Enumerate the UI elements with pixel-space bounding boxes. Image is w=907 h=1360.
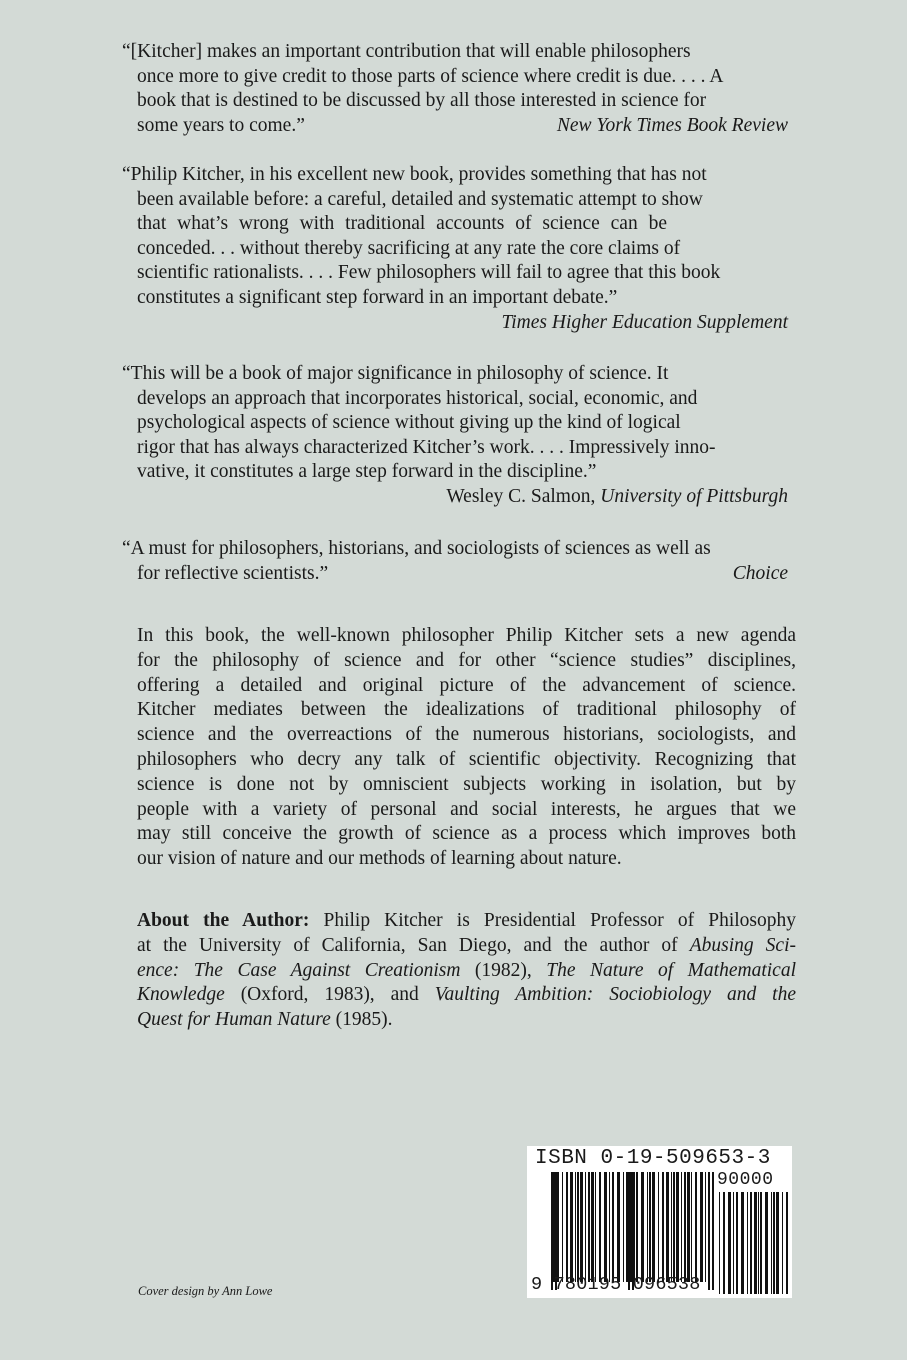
book-title: Abusing Sci- [689, 934, 796, 956]
description-line: science and the overreactions of the numerous historians, sociologists, and [137, 724, 796, 746]
barcode-bar [609, 1172, 610, 1282]
isbn-barcode [527, 1146, 792, 1298]
barcode-bar [695, 1172, 697, 1282]
barcode-guard-bar [712, 1172, 714, 1290]
barcode-bar [691, 1172, 692, 1282]
price-addon-digits: 90000 [717, 1170, 774, 1190]
review-quote-choice [122, 537, 794, 586]
barcode-guard-bar [708, 1172, 710, 1290]
about-line [137, 983, 796, 1008]
barcode-bar [760, 1192, 762, 1294]
about-text: at the University of California, San Diego, and the author of [137, 934, 690, 956]
barcode-bar [652, 1172, 655, 1282]
quote-line: “This will be a book of major significance in philosophy of science. It [122, 363, 669, 384]
quote-source-person: Wesley C. Salmon, [446, 485, 596, 507]
barcode-guard-bar [555, 1172, 557, 1290]
quote-line: once more to give credit to those parts of science where credit is due. . . . A [137, 65, 724, 87]
quote-source: New York Times Book Review [556, 114, 788, 136]
barcode-bar [636, 1172, 638, 1282]
about-text: (1982), [460, 959, 547, 981]
description-line: our vision of nature and our methods of learning about nature. [137, 848, 622, 870]
barcode-bar [758, 1192, 759, 1294]
about-line [137, 934, 796, 959]
description-line: science is done not by omniscient subjects working in isolation, but by [137, 773, 796, 795]
barcode-bar [741, 1192, 744, 1294]
description-line: Kitcher mediates between the idealizations of traditional philosophy of [137, 699, 796, 721]
quote-line: psychological aspects of science without giving up the kind of logical [137, 412, 681, 434]
barcode-bar [647, 1172, 648, 1282]
barcode-bar [782, 1192, 783, 1294]
barcode-bar [754, 1192, 757, 1294]
quote-line: constitutes a significant step forward in an important debate.” [137, 286, 618, 308]
about-author [137, 909, 796, 1033]
barcode-bar [771, 1192, 772, 1294]
quote-line: “[Kitcher] makes an important contribution that will enable philosophers [122, 41, 691, 62]
review-quote-nyt [122, 40, 794, 138]
quote-line: that what’s wrong with traditional accounts of science can be [137, 213, 667, 235]
quote-source: Choice [732, 562, 788, 584]
description-line: offering a detailed and original picture of the advancement of science. [137, 674, 796, 696]
barcode-guard-bar [551, 1172, 553, 1290]
barcode-bar [705, 1172, 706, 1282]
barcode-bar [671, 1172, 672, 1282]
quote-line: been available before: a careful, detailed and systematic attempt to show [137, 188, 703, 210]
quote-source-affiliation: University of Pittsburgh [600, 485, 788, 507]
description-line: for the philosophy of science and for other “science studies” disciplines, [137, 649, 796, 671]
about-line [137, 1008, 796, 1033]
quote-line: “Philip Kitcher, in his excellent new book, provides something that has not [122, 164, 707, 185]
barcode-bar [617, 1172, 620, 1282]
barcode-bar [687, 1172, 690, 1282]
barcode-bar [773, 1192, 775, 1294]
barcode-bar [747, 1192, 748, 1294]
barcode-bar [681, 1172, 682, 1282]
description-line: people with a variety of personal and social interests, he argues that we [137, 798, 796, 820]
barcode-bar [623, 1172, 624, 1282]
book-title: Vaulting Ambition: Sociobiology and the [434, 984, 796, 1006]
description-line: may still conceive the growth of science as a process which improves both [137, 823, 796, 845]
barcode-bar [575, 1172, 576, 1282]
barcode-bar [570, 1172, 573, 1282]
barcode-bar [676, 1172, 679, 1282]
quote-line: vative, it constitutes a large step forward in the discipline.” [137, 461, 597, 483]
quote-line [122, 562, 794, 587]
about-text: Philip Kitcher is Presidential Professor of Philosophy [323, 910, 796, 931]
barcode-bar [577, 1172, 579, 1282]
quote-last-line: for reflective scientists.” [137, 562, 329, 584]
barcode-bar [750, 1192, 752, 1294]
quote-source [122, 485, 794, 510]
barcode-bar [595, 1172, 596, 1282]
barcode-bar [566, 1172, 568, 1282]
isbn-label: ISBN 0-19-509653-3 [535, 1147, 771, 1170]
quote-line: scientific rationalists. . . . Few philosophers will fail to agree that this book [137, 262, 721, 284]
barcode-bar [666, 1172, 669, 1282]
quote-line: conceded. . . without thereby sacrificing at any rate the core claims of [137, 237, 681, 259]
about-text: (Oxford, 1983), and [224, 984, 435, 1006]
barcode-bar [684, 1172, 686, 1282]
quote-line: develops an approach that incorporates historical, social, economic, and [137, 387, 698, 409]
book-title: ence: The Case Against Creationism [137, 959, 461, 981]
barcode-bar [736, 1192, 738, 1294]
barcode-bar [765, 1192, 768, 1294]
barcode-bar [728, 1192, 731, 1294]
about-text: (1985). [330, 1009, 393, 1031]
barcode-bar [649, 1172, 651, 1282]
barcode-bar [612, 1172, 614, 1282]
book-description [137, 624, 796, 872]
barcode-guard-bar [628, 1172, 630, 1290]
book-title: Quest for Human Nature [137, 1009, 331, 1031]
barcode-guard-bar [632, 1172, 634, 1290]
barcode-bar [591, 1172, 594, 1282]
description-line: In this book, the well-known philosopher Philip Kitcher sets a new agenda [137, 625, 796, 646]
about-line [137, 909, 796, 934]
review-quote-thes [122, 163, 794, 335]
about-label: About the Author: [137, 910, 310, 931]
quote-line [122, 114, 794, 139]
quote-source: Times Higher Education Supplement [501, 311, 788, 333]
barcode-bar [634, 1172, 635, 1282]
barcode-bar [658, 1172, 659, 1282]
quote-last-line: some years to come.” [137, 114, 305, 136]
barcode-bar [673, 1172, 675, 1282]
barcode-bar [719, 1192, 720, 1294]
barcode-bar [562, 1172, 563, 1282]
quote-line: book that is destined to be discussed by all those interested in science for [137, 90, 707, 112]
barcode-bar [723, 1192, 725, 1294]
about-line [137, 959, 796, 984]
quote-line: “A must for philosophers, historians, and sociologists of sciences as well as [122, 538, 711, 559]
barcode-bar [553, 1172, 555, 1282]
barcode-bar [626, 1172, 628, 1282]
quote-line: rigor that has always characterized Kitcher’s work. . . . Impressively inno- [137, 436, 716, 458]
book-title: The Nature of Mathematical [546, 959, 796, 981]
barcode-bar [604, 1172, 607, 1282]
barcode-bar [700, 1172, 703, 1282]
ean-digits: 9 780195 096538 [531, 1274, 701, 1295]
barcode-bar [580, 1172, 583, 1282]
barcode-bar [585, 1172, 586, 1282]
book-title: Knowledge [137, 984, 225, 1006]
barcode-bar [588, 1172, 590, 1282]
barcode-bar [662, 1172, 664, 1282]
review-quote-salmon [122, 362, 794, 510]
barcode-bar [786, 1192, 788, 1294]
barcode-bar [776, 1192, 779, 1294]
cover-credit: Cover design by Ann Lowe [138, 1284, 273, 1298]
barcode-bar [599, 1172, 601, 1282]
barcode-bar [641, 1172, 644, 1282]
barcode-bar [733, 1192, 734, 1294]
description-line: philosophers who decry any talk of scientific objectivity. Recognizing that [137, 748, 796, 770]
